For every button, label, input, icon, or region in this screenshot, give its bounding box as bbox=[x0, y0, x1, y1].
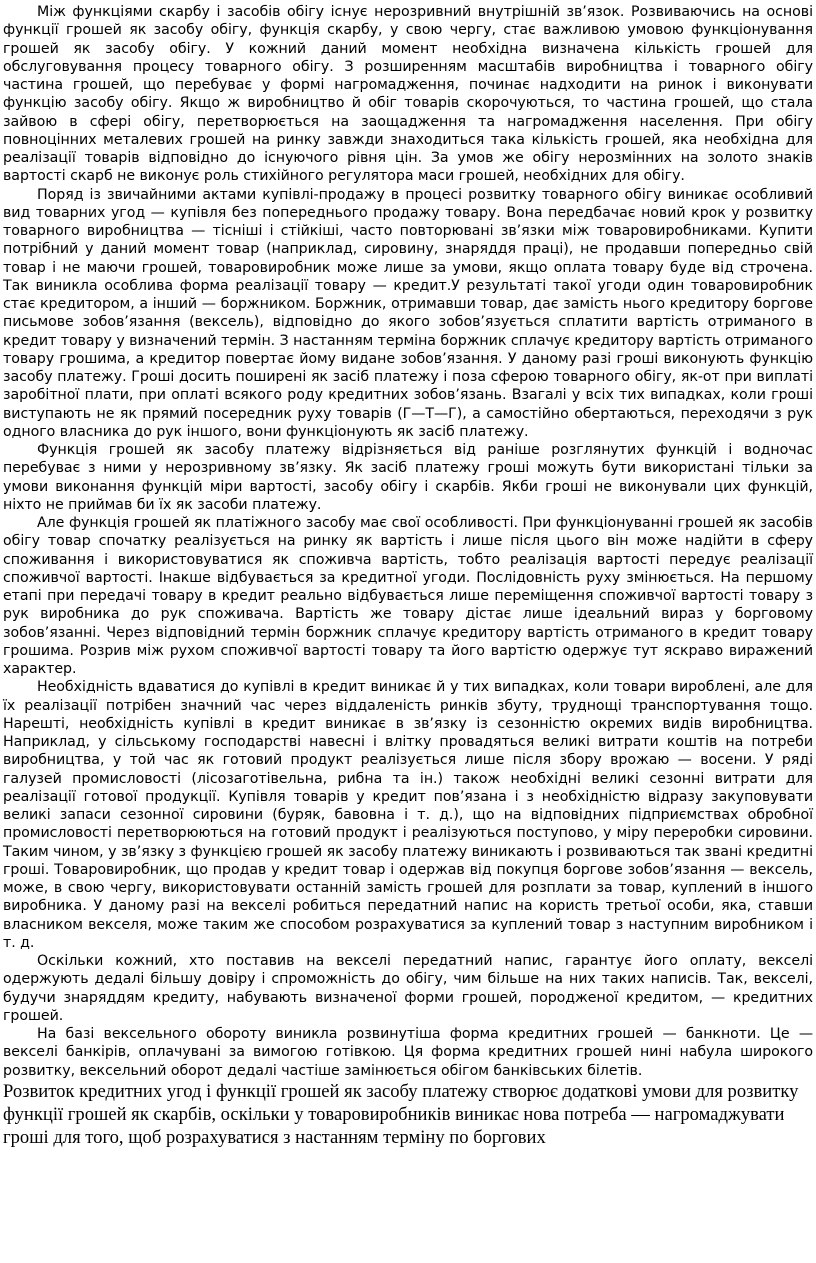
paragraph-payment-function: Функція грошей як засобу платежу відрізняється від раніше розглянутих функцій і водночас перебуває з ними у нерозривному зв’язку. Як засіб платежу гроші можуть бути використані тільки за умови виконання функцій міри вартості, засобу обігу і скарбів. Якби гроші не виконували цих функцій, ніхто не приймав би їх як засоби платежу. bbox=[3, 442, 813, 513]
paragraph-endorsement: Оскільки кожний, хто поставив на векселі передатний напис, гарантує його оплату, векселі одержують дедалі більшу довіру і спроможність до обігу, чим більше на них таких написів. Так, векселі, будучи знаряддям кредиту, набувають визначеної форми грошей, породженої кредитом, — кредитних грошей. bbox=[3, 953, 813, 1024]
paragraph-closing: Розвиток кредитних угод і функції грошей як засобу платежу створює додаткові умови для розвитку функції грошей як скарбів, оскільки у товаровиробників виникає нова потреба — нагромаджувати гроші для того, щоб розрахуватися з настанням терміну по боргових bbox=[3, 1080, 799, 1148]
paragraph-treasure-circulation: Між функціями скарбу і засобів обігу існує нерозривний внутрішній зв’язок. Розвиваючись на основі функції грошей як засобу обігу, функція скарбу, у свою чергу, стає важливою умовою функціонування грошей як засобу обігу. У кожний даний момент необхідна визначена кількість грошей для обслуговування процесу товарного обігу. З розширенням масштабів виробництва і товарного обігу частина грошей, що перебуває у формі нагромадження, починає надходити на ринок і виконувати функцію засобу обігу. Якщо ж виробництво й обіг товарів скорочуються, то частина грошей, що стала зайвою в сфері обігу, перетворюється на заощадження та нагромадження населення. При обігу повноцінних металевих грошей на ринку завжди знаходиться така кількість грошей, яка необхідна для реалізації товарів відповідно до існуючого рівня цін. За умов же обігу нерозмінних на золото знаків вартості скарб не виконує роль стихійного регулятора маси грошей, необхідних для обігу. bbox=[3, 4, 813, 185]
paragraph-credit-purchase: Поряд із звичайними актами купівлі-продажу в процесі розвитку товарного обігу виникає особливий вид товарних угод — купівля без попереднього продажу товару. Вона передбачає новий крок у розвитку товарного виробництва — тісніші і стійкіші, часто повторювані зв’язки між товаровиробниками. Купити потрібний у даний момент товар (наприклад, сировину, знаряддя праці), не продавши попередньо свій товар і не маючи грошей, товаровиробник може лише за умови, якщо оплата товару буде від строчена. Так виникла особлива форма реалізації товару — кредит.У результаті такої угоди один товаровиробник стає кредитором, а інший — боржником. Боржник, отримавши товар, дає замість нього кредитору боргове письмове зобов’язання (вексель), відповідно до якого зобов’язується сплатити вартість отриманого в кредит товару у визначений термін. З настанням терміна боржник сплачує кредитору вартість отриманого товару грошима, а кредитор повертає йому видане зобов’язання. У даному разі гроші виконують функцію засобу платежу. Гроші досить поширені як засіб платежу і поза сферою товарного обігу, як-от при виплаті заробітної плати, при оплаті всякого роду кредитних зобов’язань. Взагалі у всіх тих випадках, коли гроші виступають не як прямий посередник руху товарів (Г—Т—Г), а самостійно обертаються, переходячи з рук одного власника до рук іншого, вони функціонують як засіб платежу. bbox=[3, 186, 813, 440]
closing-text bbox=[3, 1080, 813, 1149]
body-text bbox=[3, 3, 813, 1080]
paragraph-credit-necessity: Необхідність вдаватися до купівлі в кредит виникає й у тих випадках, коли товари вироблені, але для їх реалізації потрібен значний час через віддаленість ринків збуту, труднощі транспортування тощо. Нарешті, необхідність купівлі в кредит виникає в зв’язку із сезонністю окремих видів виробництва. Наприклад, у сільському господарстві навесні і влітку провадяться великі витрати коштів на потреби виробництва, у той час як готовий продукт реалізується лише після збору врожаю — восени. У ряді галузей промисловості (лісозаготівельна, рибна та ін.) також необхідні великі сезонні витрати для реалізації готової продукції. Купівля товарів у кредит пов’язана і з необхідністю відразу закуповувати великі запаси сезонної сировини (буряк, бавовна і т. д.), що на відповідних підприємствах обробної промисловості перетворюються на готовий продукт і реалізуються поступово, у міру переробки сировини. Таким чином, у зв’язку з функцією грошей як засобу платежу виникають і розвиваються так звані кредитні гроші. Товаровиробник, що продав у кредит товар і одержав від покупця боргове зобов’язання — вексель, може, в свою чергу, використовувати останній замість грошей для розплати за товар, куплений в іншого виробника. У даному разі на векселі робиться передатний напис на користь третьої особи, яка, ставши власником векселя, може таким же способом розрахуватися за куплений товар з наступним виробником і т. д. bbox=[3, 679, 813, 951]
paragraph-payment-features: Але функція грошей як платіжного засобу має свої особливості. При функціонуванні грошей як засобів обігу товар спочатку реалізується на ринку як вартість і лише після цього він може надійти в сферу споживання і використовуватися як споживча вартість, тобто реалізація вартості передує реалізації споживчої вартості. Інакше відбувається за кредитної угоди. Послідовність руху змінюється. На першому етапі при передачі товару в кредит реально відбувається лише переміщення споживчої вартості товару з рук виробника до рук споживача. Вартість же товару дістає лише ідеальний вираз у борговому зобов’язанні. Через відповідний термін боржник сплачує кредитору вартість отриманого в кредит товару грошима. Розрив між рухом споживчої вартості товару та його вартістю одержує тут яскраво виражений характер. bbox=[3, 515, 813, 677]
paragraph-banknotes: На базі вексельного обороту виникла розвинутіша форма кредитних грошей — банкноти. Це — векселі банкірів, оплачувані за вимогою готівкою. Ця форма кредитних грошей нині набула широкого розвитку, вексельний оборот дедалі частіше замінюється обігом банківських білетів. bbox=[3, 1026, 813, 1079]
